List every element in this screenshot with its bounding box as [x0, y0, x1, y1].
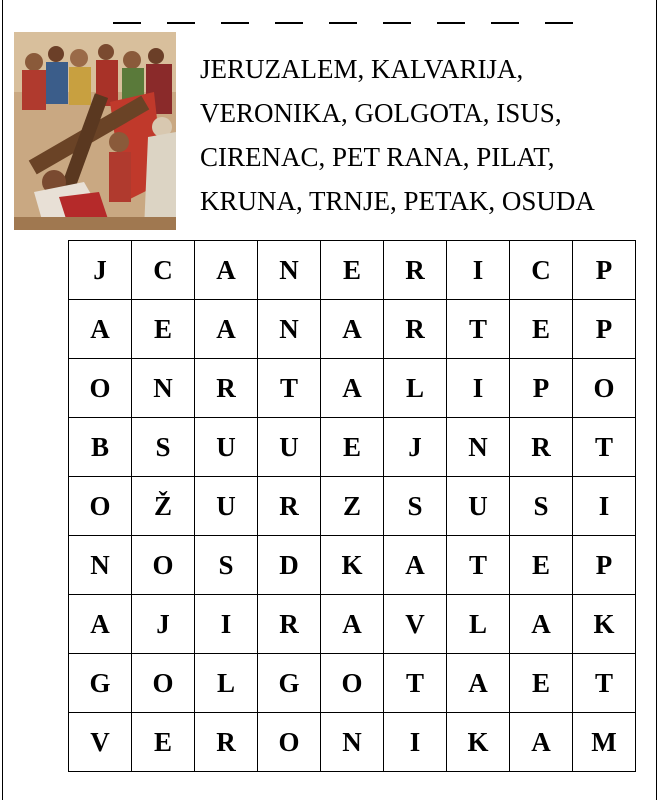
grid-cell[interactable]: E — [132, 713, 195, 772]
grid-cell[interactable]: O — [573, 359, 636, 418]
grid-row — [69, 300, 636, 359]
grid-cell[interactable]: U — [195, 477, 258, 536]
grid-cell[interactable]: A — [321, 300, 384, 359]
grid-cell[interactable]: A — [510, 713, 573, 772]
word-list — [200, 47, 660, 223]
answer-blank[interactable] — [437, 0, 465, 24]
word-list-line: KRUNA, TRNJE, PETAK, OSUDA — [200, 186, 595, 216]
grid-cell[interactable]: U — [447, 477, 510, 536]
grid-cell[interactable]: D — [258, 536, 321, 595]
grid-cell[interactable]: I — [447, 359, 510, 418]
grid-row — [69, 536, 636, 595]
grid-cell[interactable]: R — [258, 595, 321, 654]
answer-blank[interactable] — [383, 0, 411, 24]
grid-cell[interactable]: T — [447, 536, 510, 595]
grid-cell[interactable]: L — [384, 359, 447, 418]
grid-cell[interactable]: R — [384, 241, 447, 300]
grid-cell[interactable]: A — [321, 359, 384, 418]
grid-cell[interactable]: G — [258, 654, 321, 713]
grid-cell[interactable]: A — [510, 595, 573, 654]
grid-cell[interactable]: K — [321, 536, 384, 595]
grid-cell[interactable]: Ž — [132, 477, 195, 536]
grid-cell[interactable]: N — [69, 536, 132, 595]
grid-cell[interactable]: Z — [321, 477, 384, 536]
grid-cell[interactable]: A — [69, 595, 132, 654]
grid-cell[interactable]: R — [384, 300, 447, 359]
grid-cell[interactable]: E — [132, 300, 195, 359]
answer-blank[interactable] — [113, 0, 141, 24]
grid-cell[interactable]: P — [510, 359, 573, 418]
word-list-line: CIRENAC, PET RANA, PILAT, — [200, 142, 555, 172]
grid-row — [69, 654, 636, 713]
grid-cell[interactable]: K — [447, 713, 510, 772]
grid-row — [69, 241, 636, 300]
grid-cell[interactable]: A — [69, 300, 132, 359]
grid-cell[interactable]: R — [510, 418, 573, 477]
grid-cell[interactable]: N — [258, 300, 321, 359]
grid-cell[interactable]: J — [69, 241, 132, 300]
grid-cell[interactable]: T — [573, 418, 636, 477]
grid-cell[interactable]: I — [195, 595, 258, 654]
answer-blank[interactable] — [221, 0, 249, 24]
grid-cell[interactable]: O — [132, 536, 195, 595]
grid-cell[interactable]: I — [447, 241, 510, 300]
grid-cell[interactable]: R — [195, 713, 258, 772]
grid-cell[interactable]: V — [69, 713, 132, 772]
grid-cell[interactable]: K — [573, 595, 636, 654]
grid-cell[interactable]: V — [384, 595, 447, 654]
word-search-grid — [68, 240, 636, 772]
grid-cell[interactable]: T — [384, 654, 447, 713]
grid-cell[interactable]: L — [195, 654, 258, 713]
grid-cell[interactable]: A — [384, 536, 447, 595]
grid-cell[interactable]: I — [573, 477, 636, 536]
grid-cell[interactable]: E — [321, 241, 384, 300]
grid-cell[interactable]: O — [258, 713, 321, 772]
grid-cell[interactable]: R — [195, 359, 258, 418]
answer-blank[interactable] — [275, 0, 303, 24]
grid-cell[interactable]: B — [69, 418, 132, 477]
grid-cell[interactable]: M — [573, 713, 636, 772]
grid-cell[interactable]: N — [132, 359, 195, 418]
grid-cell[interactable]: O — [132, 654, 195, 713]
grid-cell[interactable]: I — [384, 713, 447, 772]
grid-cell[interactable]: E — [321, 418, 384, 477]
grid-cell[interactable]: A — [447, 654, 510, 713]
grid-cell[interactable]: O — [69, 477, 132, 536]
grid-cell[interactable]: P — [573, 536, 636, 595]
answer-blank[interactable] — [167, 0, 195, 24]
grid-cell[interactable]: S — [195, 536, 258, 595]
grid-cell[interactable]: R — [258, 477, 321, 536]
jesus-carrying-cross-image — [14, 32, 176, 230]
grid-cell[interactable]: E — [510, 536, 573, 595]
grid-cell[interactable]: O — [321, 654, 384, 713]
grid-cell[interactable]: A — [195, 241, 258, 300]
grid-cell[interactable]: C — [510, 241, 573, 300]
grid-cell[interactable]: S — [384, 477, 447, 536]
grid-cell[interactable]: T — [573, 654, 636, 713]
grid-cell[interactable]: P — [573, 300, 636, 359]
answer-blanks — [113, 0, 573, 24]
grid-cell[interactable]: P — [573, 241, 636, 300]
word-list-line: VERONIKA, GOLGOTA, ISUS, — [200, 98, 562, 128]
grid-cell[interactable]: L — [447, 595, 510, 654]
grid-cell[interactable]: N — [258, 241, 321, 300]
grid-row — [69, 713, 636, 772]
answer-blank[interactable] — [491, 0, 519, 24]
grid-cell[interactable]: U — [258, 418, 321, 477]
grid-cell[interactable]: U — [195, 418, 258, 477]
grid-row — [69, 359, 636, 418]
grid-cell[interactable]: T — [447, 300, 510, 359]
grid-cell[interactable]: C — [132, 241, 195, 300]
answer-blank[interactable] — [545, 0, 573, 24]
grid-cell[interactable]: S — [510, 477, 573, 536]
grid-cell[interactable]: N — [447, 418, 510, 477]
grid-cell[interactable]: A — [321, 595, 384, 654]
grid-row — [69, 418, 636, 477]
word-list-line: JERUZALEM, KALVARIJA, — [200, 54, 524, 84]
grid-cell[interactable]: E — [510, 300, 573, 359]
grid-row — [69, 595, 636, 654]
grid-cell[interactable]: S — [132, 418, 195, 477]
grid-cell[interactable]: J — [132, 595, 195, 654]
grid-cell[interactable]: J — [384, 418, 447, 477]
answer-blank[interactable] — [329, 0, 357, 24]
grid-cell[interactable]: N — [321, 713, 384, 772]
grid-cell[interactable]: A — [195, 300, 258, 359]
grid-cell[interactable]: O — [69, 359, 132, 418]
grid-cell[interactable]: E — [510, 654, 573, 713]
grid-cell[interactable]: T — [258, 359, 321, 418]
grid-cell[interactable]: G — [69, 654, 132, 713]
grid-row — [69, 477, 636, 536]
